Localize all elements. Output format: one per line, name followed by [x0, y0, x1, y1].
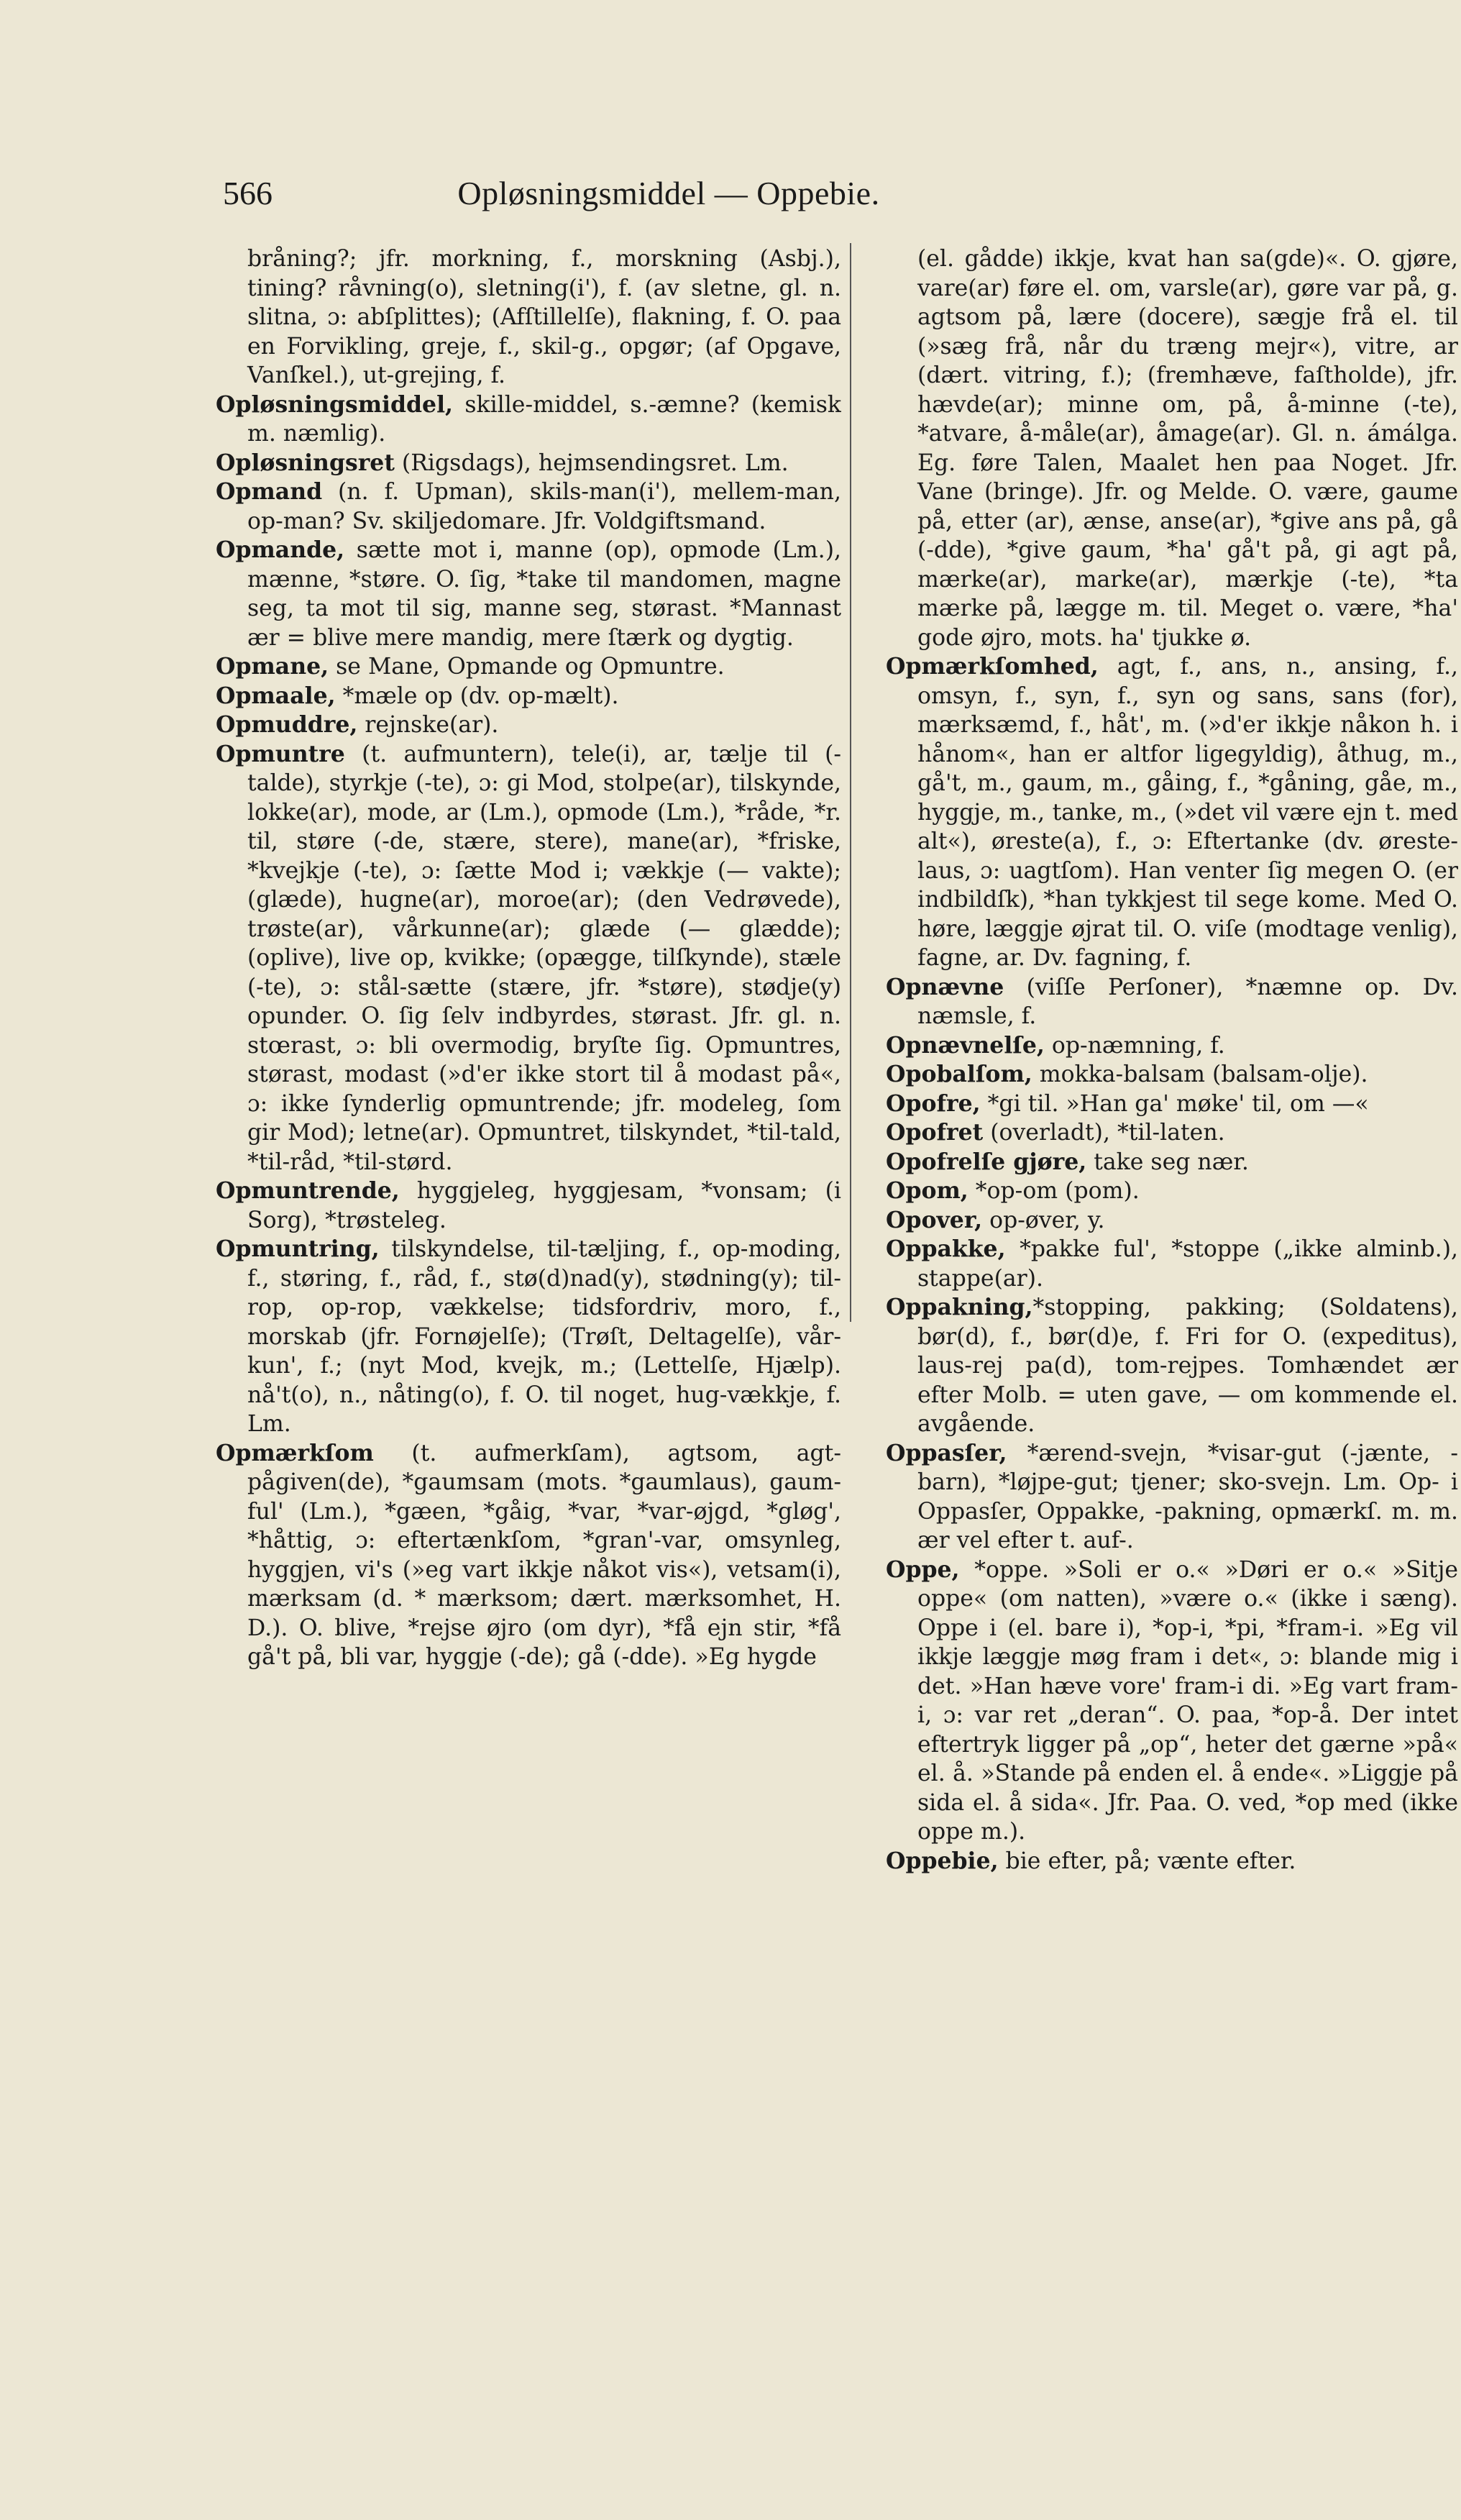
dictionary-entry [886, 1177, 1458, 1206]
dictionary-entry [216, 1439, 841, 1672]
entry-headword: Opmaale, [216, 682, 336, 709]
entry-text: *ærend-svejn, *visar-gut (-jænte, -barn), *løjpe-gut; tjener; sko-svejn. Lm. Op- i Oppasſer, Oppakke, -pakning, opmærkſ. m. m. ær vel efter t. auf-. [917, 1440, 1458, 1553]
entry-text: op-næmning, f. [1044, 1032, 1225, 1059]
entry-text: take seg nær. [1086, 1149, 1249, 1175]
dictionary-entry [886, 1439, 1458, 1556]
dictionary-entry [886, 1031, 1458, 1061]
entry-text: (n. f. Upman), skils-man(i'), mellem-man, op-man? Sv. skiljedomare. Jfr. Voldgiftsmand. [247, 479, 841, 534]
entry-headword: Opløsningsmiddel, [216, 391, 454, 418]
dictionary-entry [886, 1235, 1458, 1293]
dictionary-entry [216, 652, 841, 682]
dictionary-entry [886, 1206, 1458, 1236]
entry-headword: Opofret [886, 1119, 984, 1146]
entry-text: *gi til. »Han ga' møke' til, om —« [980, 1090, 1369, 1117]
entry-text: (overladt), *til-laten. [983, 1120, 1225, 1146]
entry-text: tilskyndelse, til-tæljing, f., op-moding, f., støring, f., råd, f., stø(d)nad(y), stødning(y); til-rop, op-rop, vækkelse; tidsfordriv, moro, f., morskab (jfr. Fornøjelſe); (Trøſt, Deltagelſe), vår-kun', f.; (nyt Mod, kvejk, m.; (Lettelſe, Hjælp). nå't(o), n., nåting(o), f. O. til noget, hug-vækkje, f. Lm. [247, 1236, 841, 1437]
dictionary-entry [886, 973, 1458, 1031]
entry-headword: Opmuddre, [216, 711, 358, 738]
dictionary-entry [886, 1556, 1458, 1847]
entry-text: bie efter, på; vænte efter. [998, 1848, 1296, 1874]
entry-headword: Opmane, [216, 653, 329, 680]
right-column [886, 245, 1458, 2503]
dictionary-entry [216, 536, 841, 652]
entry-text: (t. aufmerkſam), agtsom, agtpågiven(de), *gaumsam (mots. *gaumlaus), gaum-ful' (Lm.), *gæen, *gåig, *var, *var-øjgd, *gløg', *håttig, ɔ: eftertænkſom, *gran'-var, omsynleg, hyggjen, vi's (»eg vart ikkje nåkot vis«), vetsam(i), mærksam (d. * mærksom; dært. mærksomhet, H. D.). O. blive, *rejse øjro (om dyr), *få ejn stir, *få gå't på, bli var, hyggje (-de); gå (-dde). »Eg hygde [247, 1440, 841, 1670]
dictionary-entry [886, 1293, 1458, 1439]
dictionary-entry [886, 1118, 1458, 1148]
entry-text: sætte mot i, manne (op), opmode (Lm.), mænne, *støre. O. ſig, *take til mandomen, magne seg, ta mot til sig, manne seg, størast. *Mannast ær = blive mere mandig, mere ſtærk og dygtig. [247, 537, 841, 651]
entry-headword: Oppebie, [886, 1847, 999, 1874]
entry-headword: Opløsningsret [216, 449, 395, 476]
entry-text: *pakke ful', *stoppe („ikke alminb.), stappe(ar). [917, 1236, 1458, 1292]
entry-headword: Opofrelſe gjøre, [886, 1148, 1087, 1175]
entry-text: skille-middel, s.-æmne? (kemisk m. næmlig). [247, 391, 841, 447]
entry-text: bråning?; jfr. morkning, f., morskning (Asbj.), tining? råvning(o), sletning(i'), f. (av sletne, gl. n. slitna, ɔ: abſplittes); (Afſtillelſe), flakning, f. O. paa en Forvikling, greje, f., skil-g., opgør; (af Opgave, Vanſkel.), ut-grejing, f. [247, 246, 841, 388]
entry-headword: Oppakke, [886, 1236, 1006, 1262]
running-head: Opløsningsmiddel — Oppebie. [457, 174, 880, 211]
dictionary-entry [216, 1235, 841, 1439]
entry-text: mokka-balsam (balsam-olje). [1032, 1062, 1368, 1087]
entry-headword: Oppakning, [886, 1294, 1033, 1320]
page-header [223, 167, 1114, 219]
entry-headword: Opobalſom, [886, 1061, 1032, 1087]
entry-text: *mæle op (dv. op-mælt). [335, 682, 619, 709]
entry-text: (t. aufmuntern), tele(i), ar, tælje til (-talde), styrkje (-te), ɔ: gi Mod, stolpe(ar), tilskynde, lokke(ar), mode, ar (Lm.), opmode (Lm.), *råde, *r. til, støre (-de, stære, stere), mane(ar), *friske, *kvejkje (-te), ɔ: ſætte Mod i; vækkje (— vakte); (glæde), hugne(ar), moroe(ar); (den Vedrøvede), trøste(ar), vårkunne(ar); glæde (— glædde); (oplive), live op, kvikke; (opægge, tilſkynde), stæle (-te), ɔ: stål-sætte (stære, jfr. *støre), stødje(y) opunder. O. ſig ſelv indbyrdes, størast. Jfr. gl. n. stœrast, ɔ: bli overmodig, bryſte ſig. Opmuntres, størast, modast (»d'er ikke stort til å modast på«, ɔ: ikke ſynderlig opmuntrende; jfr. modeleg, ſom gir Mod); letne(ar). Opmuntret, tilskyndet, *til-tald, *til-råd, *til-størd. [247, 741, 841, 1175]
entry-text: *oppe. »Soli er o.« »Døri er o.« »Sitje oppe« (om natten), »være o.« (ikke i sæng). Oppe i (el. bare i), *op-i, *pi, *fram-i. »Eg vil ikkje læggje møg fram i det«, ɔ: blande mig i det. »Han hæve vore' fram-i di. »Eg vart fram-i, ɔ: var ret „deran“. O. paa, *op-å. Der intet eftertryk ligger på „op“, heter det gærne »på« el. å. »Stande på enden el. å ende«. »Liggje på sida el. å sida«. Jfr. Paa. O. ved, *op med (ikke oppe m.). [917, 1556, 1458, 1845]
entry-text: se Mane, Opmande og Opmuntre. [329, 654, 725, 680]
entry-headword: Opnævnelſe, [886, 1031, 1045, 1059]
entry-headword: Opmuntring, [216, 1236, 380, 1262]
entry-headword: Opmand [216, 478, 323, 505]
entry-text: (Rigsdags), hejmsendingsret. Lm. [394, 449, 789, 476]
dictionary-entry [216, 245, 841, 391]
entry-headword: Opmærkſomhed, [886, 653, 1099, 680]
dictionary-entry [886, 1148, 1458, 1177]
page-number: 566 [223, 174, 272, 211]
dictionary-entry [216, 391, 841, 449]
dictionary-entry [216, 711, 841, 740]
dictionary-entry [216, 449, 841, 478]
entry-headword: Opmande, [216, 537, 345, 563]
dictionary-entry [886, 245, 1458, 652]
dictionary-entry [216, 478, 841, 536]
entry-headword: Opmuntrende, [216, 1177, 400, 1204]
entry-text: agt, f., ans, n., ansing, f., omsyn, f., syn, f., syn og sans, sans (for), mærksæmd, f., håt', m. (»d'er ikkje nåkon h. i hånom«, han er altfor ligegyldig), åthug, m., gå't, m., gaum, m., gåing, f., *gåning, gåe, m., hyggje, m., tanke, m., (»det vil være ejn t. med alt«), øreste(a), f., ɔ: Eftertanke (dv. øreste-laus, ɔ: uagtſom). Han venter ſig megen O. (er indbildſk), *han tykkjest til sege kome. Med O. høre, læggje øjrat til. O. viſe (modtage venlig), fagne, ar. Dv. fagning, f. [917, 654, 1458, 971]
entry-headword: Oppe, [886, 1556, 960, 1583]
dictionary-entry [886, 1090, 1458, 1119]
dictionary-entry [886, 652, 1458, 973]
entry-headword: Oppasſer, [886, 1439, 1007, 1466]
entry-headword: Opnævne [886, 973, 1004, 1000]
dictionary-entry [216, 682, 841, 711]
dictionary-entry [216, 740, 841, 1177]
entry-text: op-øver, y. [982, 1207, 1105, 1233]
left-column [216, 245, 841, 2503]
dictionary-entry [886, 1847, 1458, 1876]
entry-text: (viſſe Perſoner), *næmne op. Dv. næmsle, f. [917, 974, 1458, 1029]
entry-text: *op-om (pom). [968, 1178, 1140, 1204]
entry-headword: Opofre, [886, 1090, 981, 1117]
entry-text: *stopping, pakking; (Soldatens), bør(d), f., bør(d)e, f. Fri for O. (expeditus), laus-rej pa(d), tom-rejpes. Tomhændet ær efter Molb. = uten gave, — om kommende el. avgående. [917, 1295, 1458, 1437]
column-divider [850, 243, 851, 1322]
entry-headword: Opmærkſom [216, 1439, 374, 1466]
dictionary-entry [216, 1177, 841, 1235]
dictionary-entry [886, 1060, 1458, 1090]
entry-text: hyggjeleg, hyggjesam, *vonsam; (i Sorg), *trøsteleg. [247, 1178, 841, 1233]
entry-headword: Opmuntre [216, 740, 345, 767]
entry-headword: Opom, [886, 1177, 968, 1204]
entry-headword: Opover, [886, 1206, 983, 1233]
entry-text: rejnske(ar). [357, 712, 499, 738]
entry-text: (el. gådde) ikkje, kvat han sa(gde)«. O. gjøre, vare(ar) føre el. om, varsle(ar), gøre var på, g. agtsom på, lære (docere), sægje frå el. til (»sæg frå, når du træng mejr«), vitre, ar (dært. vitring, f.); (fremhæve, faſtholde), jfr. hævde(ar); minne om, på, å-minne (-te), *atvare, å-måle(ar), åmage(ar). Gl. n. ámálga. Eg. føre Talen, Maalet hen paa Noget. Jfr. Vane (bringe). Jfr. og Melde. O. være, gaume på, etter (ar), ænse, anse(ar), *give ans på, gå (-dde), *give gaum, *ha' gå't på, gi agt på, mærke(ar), marke(ar), mærkje (-te), *ta mærke på, lægge m. til. Meget o. være, *ha' gode øjro, mots. ha' tjukke ø. [917, 246, 1458, 651]
